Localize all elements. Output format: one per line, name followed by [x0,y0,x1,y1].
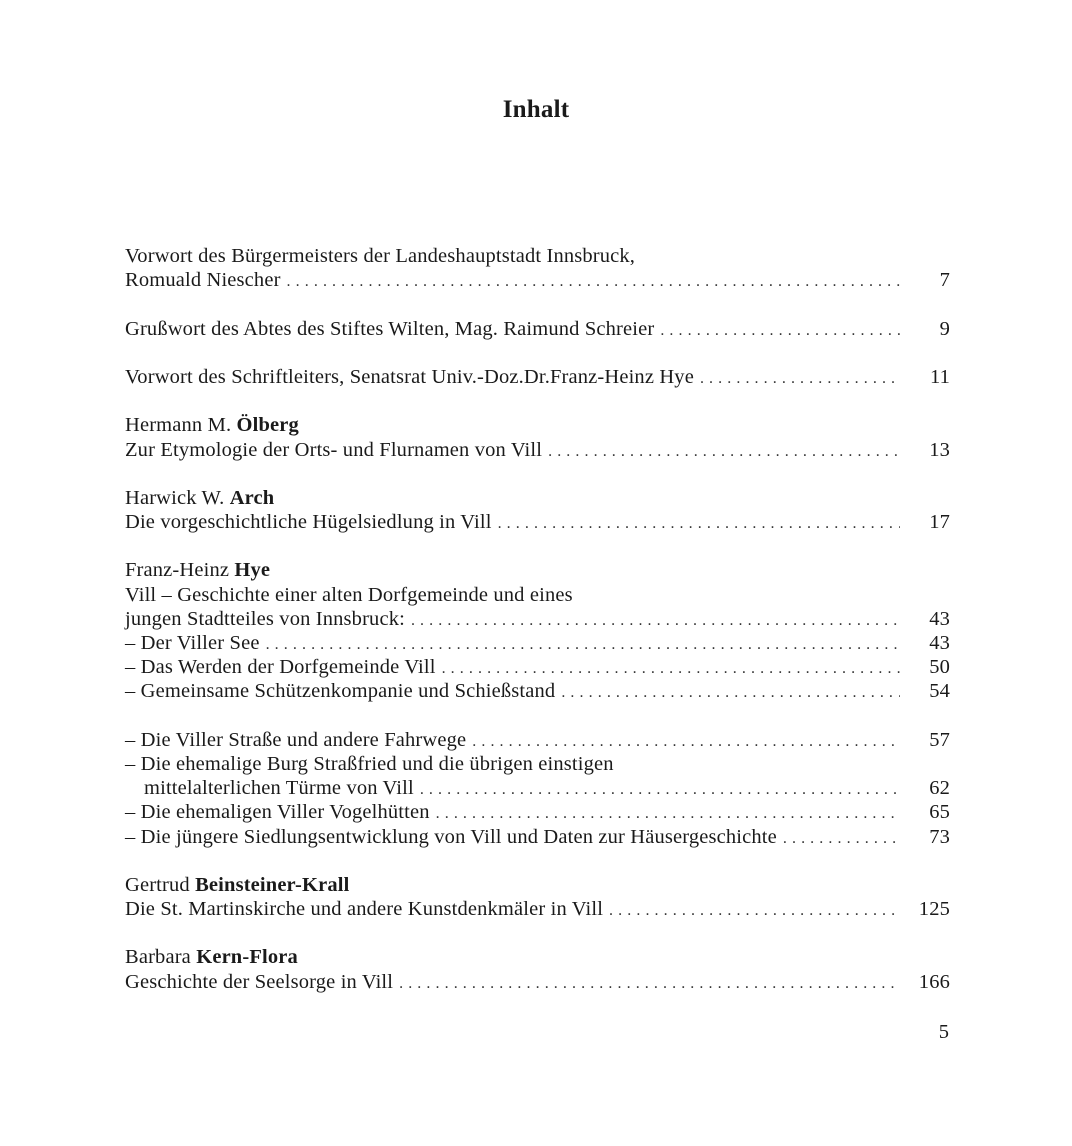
subentry-title: – Die ehemaligen Viller Vogelhütten [125,801,430,824]
toc-subentry[interactable] [125,655,950,679]
dot-leader [287,268,900,292]
entry-title: Vorwort des Bürgermeisters der Landeshauptstadt Innsbruck, [125,245,636,267]
author-last-name: Arch [229,486,275,509]
entry-title: Vorwort des Schriftleiters, Senatsrat Univ.-Doz.Dr.Franz-Heinz Hye [125,365,694,388]
page-number: 13 [929,438,950,461]
page-number: 166 [918,970,950,993]
page-title: Inhalt [502,96,570,123]
page-number: 54 [929,680,950,703]
entry-title: Geschichte der Seelsorge in Vill [125,970,394,993]
page-number: 9 [939,317,950,340]
dot-leader [442,655,900,679]
toc-subentry[interactable] [125,800,950,824]
toc-entry[interactable] [125,510,950,534]
author-first-name: Harwick W. [125,486,225,509]
toc-entry[interactable] [125,365,950,389]
toc-entry[interactable] [125,438,950,462]
page-number: 62 [929,777,950,800]
dot-leader [436,800,900,824]
folio-page-number: 5 [938,1021,949,1043]
page-number: 43 [929,632,950,654]
subentry-title: – Gemeinsame Schützenkompanie und Schießstand [125,680,556,703]
toc-entry[interactable] [125,607,950,631]
toc-entry[interactable] [125,317,950,341]
dot-leader [660,317,900,341]
toc-entry[interactable] [125,268,950,292]
author-first-name: Gertrud [125,873,190,896]
author-first-name: Hermann M. [125,414,232,437]
author-first-name: Franz-Heinz [125,559,230,582]
author-last-name: Kern-Flora [196,946,298,969]
author-line [125,413,950,437]
subentry-title: – Der Viller See [125,632,260,654]
toc-subentry[interactable] [125,825,950,849]
page-number: 17 [929,511,950,534]
dot-leader [411,607,900,631]
page-number: 50 [929,656,950,679]
author-last-name: Beinsteiner-Krall [195,873,350,896]
entry-title: Die St. Martinskirche und andere Kunstdenkmäler in Vill [125,898,604,921]
entry-title: Romuald Niescher [125,269,281,292]
author-line [125,873,950,897]
dot-leader [548,438,900,462]
author-last-name: Hye [234,559,271,582]
subentry-title: – Die jüngere Siedlungsentwicklung von Vill und Daten zur Häusergeschichte [125,825,777,848]
toc-entry[interactable] [125,897,950,921]
page-number: 43 [929,607,950,630]
dot-leader [472,728,900,752]
subentry-title: – Das Werden der Dorfgemeinde Vill [125,656,436,679]
author-first-name: Barbara [125,946,191,969]
dot-leader [266,631,900,655]
subentry-title: – Die Viller Straße und andere Fahrwege [125,728,467,751]
dot-leader [700,365,900,389]
subentry-title: – Die ehemalige Burg Straßfried und die übrigen einstigen [125,752,614,775]
dot-leader [783,825,900,849]
author-line [125,945,950,969]
dot-leader [498,510,900,534]
subentry-title: mittelalterlichen Türme von Vill [144,777,414,800]
entry-title: Grußwort des Abtes des Stiftes Wilten, Mag. Raimund Schreier [125,317,655,340]
page-number: 125 [918,898,950,921]
page-number: 7 [939,269,950,292]
toc-entry[interactable] [125,970,950,994]
toc-entry-text [125,244,950,268]
page-number: 73 [929,825,950,848]
toc-subentry[interactable] [125,776,950,800]
entry-title: Die vorgeschichtliche Hügelsiedlung in Vill [125,511,492,534]
toc-subentry[interactable] [125,631,950,655]
toc-subentry[interactable] [125,728,950,752]
page-number: 57 [929,728,950,751]
author-last-name: Ölberg [236,414,299,437]
page-number: 65 [929,801,950,824]
author-line [125,558,950,582]
dot-leader [561,679,900,703]
dot-leader [609,897,900,921]
toc-subentry[interactable] [125,679,950,703]
author-line [125,486,950,510]
entry-title: jungen Stadtteiles von Innsbruck: [125,607,405,630]
page-number: 11 [929,365,950,388]
toc-subentry-text [125,752,950,776]
toc-entry-text [125,583,950,607]
entry-title: Vill – Geschichte einer alten Dorfgemeinde und eines [125,583,573,606]
dot-leader [399,970,900,994]
entry-title: Zur Etymologie der Orts- und Flurnamen von Vill [125,438,543,461]
dot-leader [420,776,900,800]
table-of-contents [125,244,950,994]
